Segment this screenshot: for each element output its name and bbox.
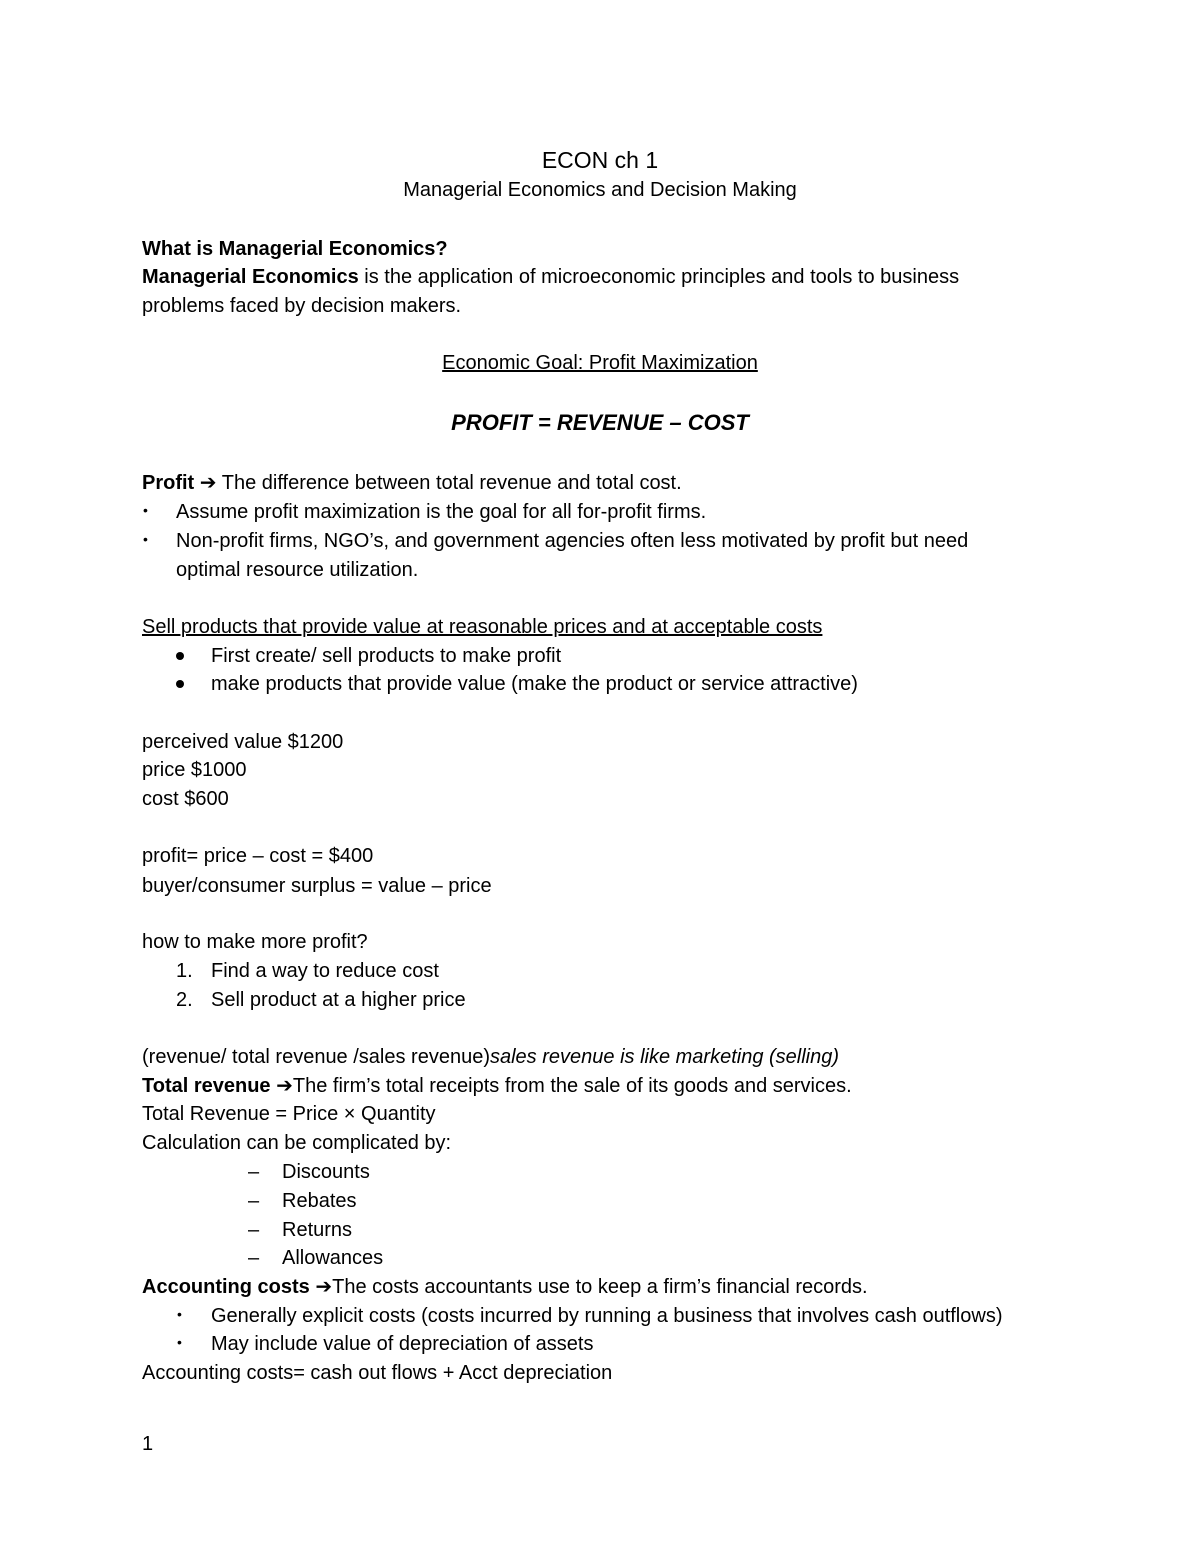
step-number: 1. bbox=[176, 960, 193, 982]
page-title: ECON ch 1 bbox=[541, 147, 659, 173]
dash-icon: – bbox=[248, 1161, 260, 1183]
bullet-icon bbox=[176, 680, 184, 688]
revenue-note bbox=[142, 1044, 839, 1070]
revenue-note-italic: sales revenue is like marketing (selling) bbox=[489, 1046, 840, 1068]
formula-line: profit= price – cost = $400 bbox=[142, 845, 374, 867]
arrow-icon: ➔ bbox=[315, 1276, 333, 1298]
revenue-definition bbox=[142, 1073, 852, 1099]
page-subtitle: Managerial Economics and Decision Making bbox=[403, 179, 797, 201]
list-item: Sell product at a higher price bbox=[211, 989, 466, 1011]
definition-term: Managerial Economics bbox=[142, 266, 359, 288]
revenue-note-text: (revenue/ total revenue /sales revenue) bbox=[142, 1046, 490, 1068]
section-heading-goal: Economic Goal: Profit Maximization bbox=[442, 352, 758, 374]
question-line: how to make more profit? bbox=[142, 931, 368, 953]
list-item: Generally explicit costs (costs incurred by running a business that involves cash outflows) bbox=[211, 1305, 1003, 1327]
example-line: cost $600 bbox=[142, 788, 229, 810]
revenue-complicated: Calculation can be complicated by: bbox=[142, 1132, 452, 1154]
dash-icon: – bbox=[248, 1190, 260, 1212]
list-item: make products that provide value (make the product or service attractive) bbox=[211, 673, 858, 695]
formula-line: buyer/consumer surplus = value – price bbox=[142, 875, 492, 897]
bullet-icon: • bbox=[143, 502, 148, 518]
arrow-icon: ➔ bbox=[276, 1075, 293, 1097]
example-line: perceived value $1200 bbox=[142, 731, 344, 753]
definition-line-2: problems faced by decision makers. bbox=[142, 295, 462, 317]
list-item: Find a way to reduce cost bbox=[211, 960, 439, 982]
accounting-formula: Accounting costs= cash out flows + Acct depreciation bbox=[142, 1362, 613, 1384]
definition-line bbox=[142, 264, 959, 290]
revenue-formula: Total Revenue = Price × Quantity bbox=[142, 1103, 436, 1125]
list-item: Allowances bbox=[282, 1247, 384, 1269]
example-line: price $1000 bbox=[142, 759, 247, 781]
list-item: Non-profit firms, NGO’s, and government agencies often less motivated by profit but need bbox=[176, 530, 969, 552]
accounting-term: Accounting costs bbox=[142, 1276, 316, 1298]
dash-icon: – bbox=[248, 1219, 260, 1241]
list-item: Discounts bbox=[282, 1161, 370, 1183]
profit-definition-text: The difference between total revenue and total cost. bbox=[216, 472, 682, 494]
bullet-icon: • bbox=[177, 1334, 182, 1350]
list-item-continued: optimal resource utilization. bbox=[176, 559, 419, 581]
profit-formula: PROFIT = REVENUE – COST bbox=[451, 410, 749, 435]
profit-definition bbox=[142, 470, 682, 496]
accounting-definition bbox=[142, 1274, 868, 1300]
revenue-term: Total revenue bbox=[142, 1075, 277, 1097]
page-number: 1 bbox=[142, 1433, 154, 1455]
question-heading: What is Managerial Economics? bbox=[142, 238, 448, 260]
list-item: Returns bbox=[282, 1219, 353, 1241]
bullet-icon: • bbox=[177, 1306, 182, 1322]
list-item: Rebates bbox=[282, 1190, 357, 1212]
dash-icon: – bbox=[248, 1247, 260, 1269]
accounting-definition-text: The costs accountants use to keep a firm’s financial records. bbox=[332, 1276, 868, 1298]
profit-term: Profit bbox=[142, 472, 195, 494]
revenue-definition-text: The firm’s total receipts from the sale of its goods and services. bbox=[292, 1075, 852, 1097]
list-item: First create/ sell products to make profit bbox=[211, 645, 562, 667]
definition-text: is the application of microeconomic principles and tools to business bbox=[358, 266, 960, 288]
list-item: May include value of depreciation of assets bbox=[211, 1333, 594, 1355]
bullet-icon: • bbox=[143, 531, 148, 547]
list-item: Assume profit maximization is the goal for all for-profit firms. bbox=[176, 501, 707, 523]
arrow-icon: ➔ bbox=[199, 472, 217, 494]
section-heading-sell: Sell products that provide value at reasonable prices and at acceptable costs bbox=[142, 616, 823, 638]
step-number: 2. bbox=[176, 989, 193, 1011]
bullet-icon bbox=[176, 652, 184, 660]
